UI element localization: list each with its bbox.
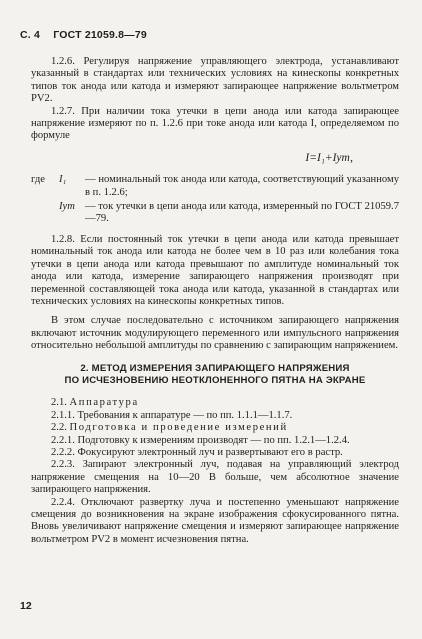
symbol-i1: I₁ [59,174,67,186]
paragraph-2-2-4: 2.2.4. Отключают развертку луча и постепенно уменьшают напряжение смещения до возникновения на экране изображения сфокусированного пятна. Вновь увеличивают напряжение смещения и измеряют запирающее напряжение вольтметром PV2 в момент исчезновения пятна. [31,496,399,545]
paragraph-2-2-1: 2.2.1. Подготовку к измерениям производят — по пп. 1.2.1—1.2.4. [51,434,350,446]
paragraph-1-2-7: 1.2.7. При наличии тока утечки в цепи анода или катода запирающее напряжение измеряют по п. 1.2.6 при токе анода или катода I, определяемом по формуле [31,105,399,142]
paragraph-1-2-6: 1.2.6. Регулируя напряжение управляющего электрода, устанавливают указанный в стандартах или технических условиях на кинескопы конкретных типов ток анода или катода и измеряют запирающее напряжение вольтметром PV2. [31,56,399,105]
page-header [20,29,157,41]
subsection-2-2 [31,422,399,434]
subsection-2-1 [31,397,399,409]
paragraph-2-2-3: 2.2.3. Запирают электронный луч, подавая на управляющий электрод напряжение смещения на 10—20 В больше, чем абсолютное значение запирающего напряжения. [31,459,399,496]
subsection-2-2-title: Подготовка и проведение измерений [69,422,288,434]
subsection-2-1-number: 2.1. [51,397,67,409]
page-label: С. 4 [20,29,41,41]
standard-number: ГОСТ 21059.8—79 [53,29,147,41]
definition-i1: — номинальный ток анода или катода, соответствующий указанному в п. 1.2.6; [85,174,399,198]
section-2-heading [31,363,399,388]
section-2-title-line-2: ПО ИСЧЕЗНОВЕНИЮ НЕОТКЛОНЕННОГО ПЯТНА НА ЭКРАНЕ [64,374,366,386]
definition-iut: — ток утечки в цепи анода или катода, измеренный по ГОСТ 21059.7—79. [85,201,399,225]
document-body [31,56,399,546]
section-2-title-line-1: 2. МЕТОД ИЗМЕРЕНИЯ ЗАПИРАЮЩЕГО НАПРЯЖЕНИЯ [80,362,350,374]
paragraph-1-2-8-continued: В этом случае последовательно с источником запирающего напряжения включают источник модулирующего переменного или импульсного напряжения относительно небольшой амплитуды по сравнению с запирающим напряжением. [31,315,399,352]
subsection-2-1-title: Аппаратура [69,397,139,409]
formula: I=I₁+Iут, [305,151,353,164]
where-label: где [31,174,45,186]
subsection-2-2-number: 2.2. [51,422,67,434]
where-item-i1 [31,174,399,199]
page-number: 12 [20,600,32,612]
where-item-iut [31,201,399,226]
paragraph-2-2-2: 2.2.2. Фокусируют электронный луч и развертывают его в растр. [51,446,343,458]
paragraph-1-2-8: 1.2.8. Если постоянный ток утечки в цепи анода или катода превышает номинальный ток анода или катода не более чем в 10 раз или колебания тока утечки в цепи анода или катода превышают по амплитуде номинальный ток анода или катода, измерение запирающего напряжения производят при переменной составляющей тока анода или катода, указанной в стандартах или технических условиях на кинескопы конкретных типов. [31,233,399,307]
paragraph-2-1-1: 2.1.1. Требования к аппаратуре — по пп. 1.1.1—1.1.7. [51,409,293,421]
symbol-iut: Iут [59,201,75,213]
